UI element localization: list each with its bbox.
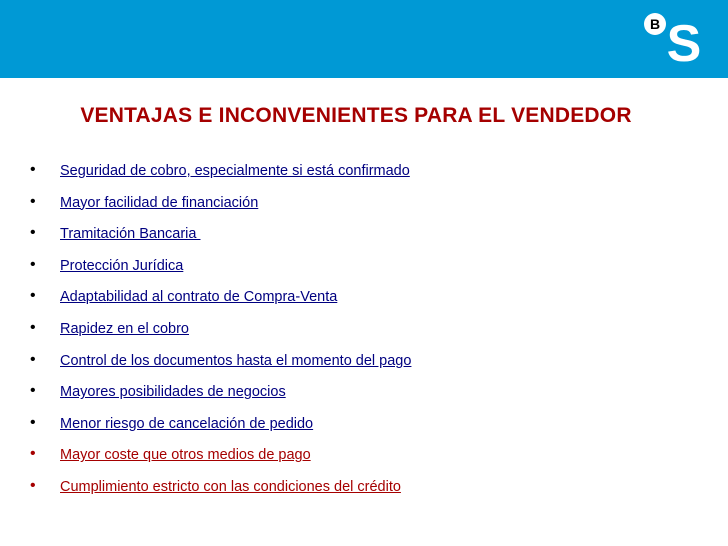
bullet: • [30,445,36,463]
list-item [30,160,411,192]
item-link-riesgo-cancelacion[interactable]: Menor riesgo de cancelación de pedido [60,415,314,432]
list-item [30,413,411,445]
list-item [30,192,411,224]
item-link-rapidez-cobro[interactable]: Rapidez en el cobro [60,320,189,337]
item-link-mayor-coste[interactable]: Mayor coste que otros medios de pago [60,447,311,464]
list-item [30,444,411,476]
header-banner [0,0,728,78]
bullet: • [30,476,36,494]
list-item [30,286,411,318]
bullet: • [30,413,36,431]
bullet: • [30,192,36,210]
bullet: • [30,318,36,336]
bullet: • [30,287,36,305]
bullet: • [30,224,36,242]
item-link-proteccion-juridica[interactable]: Protección Jurídica [60,257,184,274]
logo-letter: B [649,16,661,32]
bullet: • [30,350,36,368]
slide-title: VENTAJAS E INCONVENIENTES PARA EL VENDEDOR [80,104,632,127]
list-item [30,255,411,287]
advantages-list [30,160,411,508]
item-link-seguridad-cobro[interactable]: Seguridad de cobro, especialmente si está confirmado [60,163,410,179]
item-link-control-documentos[interactable]: Control de los documentos hasta el momento del pago [60,352,412,369]
item-link-adaptabilidad-contrato[interactable]: Adaptabilidad al contrato de Compra-Venta [60,289,338,306]
item-link-facilidad-financiacion[interactable]: Mayor facilidad de financiación [60,194,259,211]
logo-mark: S [666,15,702,66]
item-link-posibilidades-negocios[interactable]: Mayores posibilidades de negocios [60,384,286,401]
list-item [30,350,411,382]
item-link-cumplimiento-estricto[interactable]: Cumplimiento estricto con las condiciones del crédito [60,478,401,495]
bullet: • [30,161,36,178]
list-item [30,223,411,255]
list-item [30,476,411,508]
banco-sabadell-logo-icon [642,10,706,66]
item-link-tramitacion-bancaria[interactable]: Tramitación Bancaria [60,226,201,243]
bullet: • [30,255,36,273]
list-item [30,381,411,413]
bullet: • [30,382,36,400]
list-item [30,318,411,350]
